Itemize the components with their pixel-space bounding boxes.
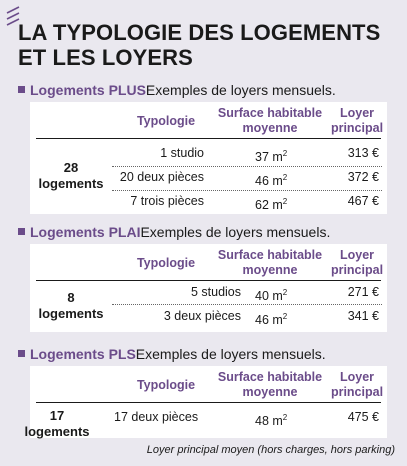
cell-typologie: 20 deux pièces xyxy=(119,170,204,184)
row-divider xyxy=(112,166,382,167)
col-header-typologie: Typologie xyxy=(136,378,196,392)
divider xyxy=(36,402,381,403)
col-header-typologie: Typologie xyxy=(136,256,196,270)
square-bullet-icon xyxy=(18,228,25,235)
divider xyxy=(36,138,381,139)
section-plai xyxy=(18,222,394,332)
title-line-2: ET LES LOYERS xyxy=(18,45,193,70)
square-bullet-icon xyxy=(18,350,25,357)
lots-count xyxy=(30,290,112,322)
col-header-loyer xyxy=(328,248,386,278)
lots-label: logements xyxy=(38,306,104,321)
superscript: 2 xyxy=(282,312,288,321)
superscript: 2 xyxy=(282,149,288,158)
cell-loyer: 467 € xyxy=(347,194,379,208)
cell-loyer: 313 € xyxy=(347,146,379,160)
section-pls xyxy=(18,344,394,438)
section-heading xyxy=(18,80,394,100)
col-header-surface xyxy=(214,248,326,278)
divider xyxy=(36,280,381,281)
col-header-surface-line2: moyenne xyxy=(242,121,298,135)
col-header-surface-line1: Surface habitable xyxy=(217,248,323,262)
col-header-loyer-line2: principal xyxy=(330,121,384,135)
section-desc: Exemples de loyers mensuels. xyxy=(140,224,331,240)
col-header-surface-line1: Surface habitable xyxy=(217,106,323,120)
col-header-loyer-line2: principal xyxy=(330,263,384,277)
lots-number: 28 xyxy=(63,160,79,175)
square-bullet-icon xyxy=(18,86,25,93)
superscript: 2 xyxy=(282,288,288,297)
lots-label: logements xyxy=(24,424,90,439)
superscript: 2 xyxy=(282,197,288,206)
col-header-surface xyxy=(214,370,326,400)
col-header-loyer-line1: Loyer xyxy=(339,106,375,120)
row-divider xyxy=(112,304,382,305)
surface-value: 46 m xyxy=(255,174,283,188)
cell-loyer: 271 € xyxy=(347,285,379,299)
section-desc: Exemples de loyers mensuels. xyxy=(145,82,336,98)
surface-value: 48 m xyxy=(255,414,283,428)
col-header-loyer-line1: Loyer xyxy=(339,248,375,262)
cell-surface xyxy=(255,285,287,304)
section-name: Logements PLUS xyxy=(30,82,146,98)
cell-surface xyxy=(255,194,287,213)
col-header-surface xyxy=(214,106,326,136)
col-header-surface-line2: moyenne xyxy=(242,263,298,277)
section-heading xyxy=(18,344,394,364)
cell-typologie: 17 deux pièces xyxy=(114,410,199,424)
row-divider xyxy=(112,190,382,191)
lots-number: 8 xyxy=(67,290,75,305)
surface-value: 40 m xyxy=(255,289,283,303)
col-header-surface-line2: moyenne xyxy=(242,385,298,399)
section-plus xyxy=(18,80,394,214)
col-header-loyer xyxy=(328,370,386,400)
lots-count xyxy=(16,408,98,440)
section-heading xyxy=(18,222,394,242)
cell-loyer: 372 € xyxy=(347,170,379,184)
data-table xyxy=(30,102,387,214)
col-header-surface-line1: Surface habitable xyxy=(217,370,323,384)
section-name: Logements PLAI xyxy=(30,224,141,240)
col-header-loyer xyxy=(328,106,386,136)
cell-surface xyxy=(255,146,287,165)
section-name: Logements PLS xyxy=(30,346,136,362)
cell-typologie: 3 deux pièces xyxy=(163,309,241,323)
section-desc: Exemples de loyers mensuels. xyxy=(135,346,326,362)
lots-number: 17 xyxy=(49,408,65,423)
cell-typologie: 5 studios xyxy=(190,285,241,299)
page-title xyxy=(18,20,398,70)
lots-label: logements xyxy=(38,176,104,191)
superscript: 2 xyxy=(282,413,288,422)
col-header-typologie: Typologie xyxy=(136,114,196,128)
cell-surface xyxy=(255,309,287,328)
surface-value: 37 m xyxy=(255,150,283,164)
cell-loyer: 341 € xyxy=(347,309,379,323)
col-header-loyer-line1: Loyer xyxy=(339,370,375,384)
cell-surface xyxy=(255,170,287,189)
surface-value: 46 m xyxy=(255,313,283,327)
surface-value: 62 m xyxy=(255,198,283,212)
data-table xyxy=(24,366,387,439)
lots-count xyxy=(30,160,112,192)
col-header-loyer-line2: principal xyxy=(330,385,384,399)
title-line-1: LA TYPOLOGIE DES LOGEMENTS xyxy=(18,20,381,45)
superscript: 2 xyxy=(282,173,288,182)
cell-surface xyxy=(255,410,287,429)
footnote: Loyer principal moyen (hors charges, hors parking) xyxy=(146,444,395,456)
cell-typologie: 7 trois pièces xyxy=(130,194,204,208)
data-table xyxy=(30,244,387,332)
cell-loyer: 475 € xyxy=(347,410,379,424)
cell-typologie: 1 studio xyxy=(160,146,204,160)
